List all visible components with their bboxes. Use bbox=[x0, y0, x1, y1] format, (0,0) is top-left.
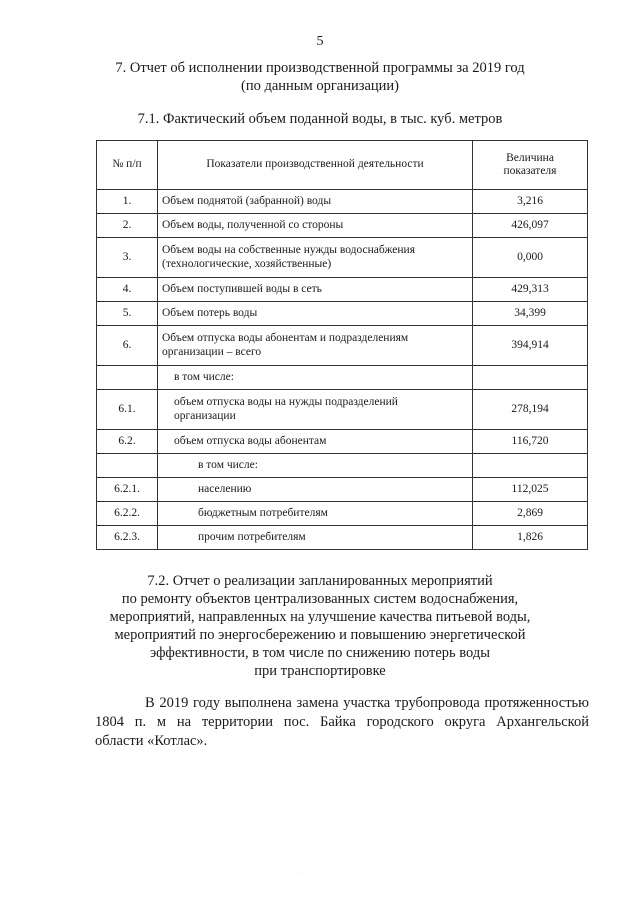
row-value: 426,097 bbox=[473, 214, 588, 238]
row-num: 6.1. bbox=[97, 390, 158, 430]
table-row bbox=[97, 302, 588, 326]
row-label: Объем отпуска воды абонентам и подразделениям bbox=[162, 332, 409, 344]
section-7-title: 7. Отчет об исполнении производственной программы за 2019 год bbox=[115, 60, 525, 76]
row-label-continuation: организации – всего bbox=[162, 345, 262, 358]
table-row bbox=[97, 326, 588, 366]
row-num: 2. bbox=[97, 214, 158, 238]
paragraph-line: В 2019 году выполнена замена участка трубопровода протяженностью bbox=[145, 695, 589, 711]
row-num bbox=[97, 454, 158, 478]
table-header-row bbox=[97, 141, 588, 190]
row-label-continuation: (технологические, хозяйственные) bbox=[162, 257, 332, 270]
row-label: Объем воды на собственные нужды водоснабжения bbox=[162, 244, 415, 256]
row-label-continuation: организации bbox=[174, 409, 236, 422]
row-value bbox=[473, 366, 588, 390]
row-value: 429,313 bbox=[473, 278, 588, 302]
row-label: в том числе: bbox=[158, 366, 473, 390]
row-label: Объем поступившей воды в сеть bbox=[158, 278, 473, 302]
row-label: Объем потерь воды bbox=[158, 302, 473, 326]
row-value bbox=[473, 454, 588, 478]
table-row bbox=[97, 190, 588, 214]
row-num: 5. bbox=[97, 302, 158, 326]
row-label: объем отпуска воды на нужды подразделений bbox=[174, 396, 398, 408]
table-row bbox=[97, 214, 588, 238]
row-num: 6. bbox=[97, 326, 158, 366]
row-num: 6.2. bbox=[97, 430, 158, 454]
row-num: 3. bbox=[97, 238, 158, 278]
table-row bbox=[97, 390, 588, 430]
table-row bbox=[97, 478, 588, 502]
row-label: прочим потребителям bbox=[158, 526, 473, 550]
row-label-multiline bbox=[158, 238, 473, 278]
table-row-subheading bbox=[97, 454, 588, 478]
row-value: 3,216 bbox=[473, 190, 588, 214]
section-72-line: эффективности, в том числе по снижению потерь воды bbox=[149, 645, 490, 661]
row-label: бюджетным потребителям bbox=[158, 502, 473, 526]
section-7-subtitle: (по данным организации) bbox=[240, 78, 399, 94]
row-value: 1,826 bbox=[473, 526, 588, 550]
row-value: 2,869 bbox=[473, 502, 588, 526]
row-value: 394,914 bbox=[473, 326, 588, 366]
header-indicator: Показатели производственной деятельности bbox=[158, 141, 473, 190]
table-row bbox=[97, 502, 588, 526]
section-72-line: мероприятий, направленных на улучшение качества питьевой воды, bbox=[109, 609, 531, 625]
section-72-line: по ремонту объектов централизованных систем водоснабжения, bbox=[121, 591, 519, 607]
body-paragraph bbox=[95, 694, 589, 751]
table-row bbox=[97, 526, 588, 550]
water-supply-table bbox=[96, 140, 588, 550]
row-label: объем отпуска воды абонентам bbox=[158, 430, 473, 454]
row-value: 0,000 bbox=[473, 238, 588, 278]
page-number: 5 bbox=[316, 34, 324, 49]
row-num: 6.2.1. bbox=[97, 478, 158, 502]
row-label: населению bbox=[158, 478, 473, 502]
section-72-line: 7.2. Отчет о реализации запланированных мероприятий bbox=[147, 573, 493, 589]
row-value: 34,399 bbox=[473, 302, 588, 326]
section-71-heading: 7.1. Фактический объем поданной воды, в тыс. куб. метров bbox=[137, 111, 503, 127]
row-label: Объем воды, полученной со стороны bbox=[158, 214, 473, 238]
table-row bbox=[97, 238, 588, 278]
section-72-line: мероприятий по энергосбережению и повышению энергетической bbox=[114, 627, 526, 643]
header-num: № п/п bbox=[97, 141, 158, 190]
row-num: 1. bbox=[97, 190, 158, 214]
section-7-heading bbox=[0, 59, 640, 95]
section-72-heading bbox=[0, 572, 640, 680]
row-num: 6.2.3. bbox=[97, 526, 158, 550]
row-value: 278,194 bbox=[473, 390, 588, 430]
row-value: 116,720 bbox=[473, 430, 588, 454]
table-row bbox=[97, 430, 588, 454]
scan-dot: · bbox=[298, 870, 300, 876]
row-label: Объем поднятой (забранной) воды bbox=[158, 190, 473, 214]
row-num: 6.2.2. bbox=[97, 502, 158, 526]
row-value: 112,025 bbox=[473, 478, 588, 502]
row-label: в том числе: bbox=[158, 454, 473, 478]
section-72-line: при транспортировке bbox=[254, 663, 386, 679]
paragraph-line: 1804 п. м на территории пос. Байка городского округа Архангельской bbox=[95, 714, 589, 730]
table-row-subheading bbox=[97, 366, 588, 390]
header-value-line2: показателя bbox=[503, 165, 557, 177]
header-value-line1: Величина bbox=[506, 151, 554, 164]
table-row bbox=[97, 278, 588, 302]
row-num bbox=[97, 366, 158, 390]
row-label-multiline bbox=[158, 326, 473, 366]
row-label-multiline bbox=[158, 390, 473, 430]
header-value bbox=[473, 141, 588, 190]
paragraph-line: области «Котлас». bbox=[95, 733, 208, 749]
row-num: 4. bbox=[97, 278, 158, 302]
